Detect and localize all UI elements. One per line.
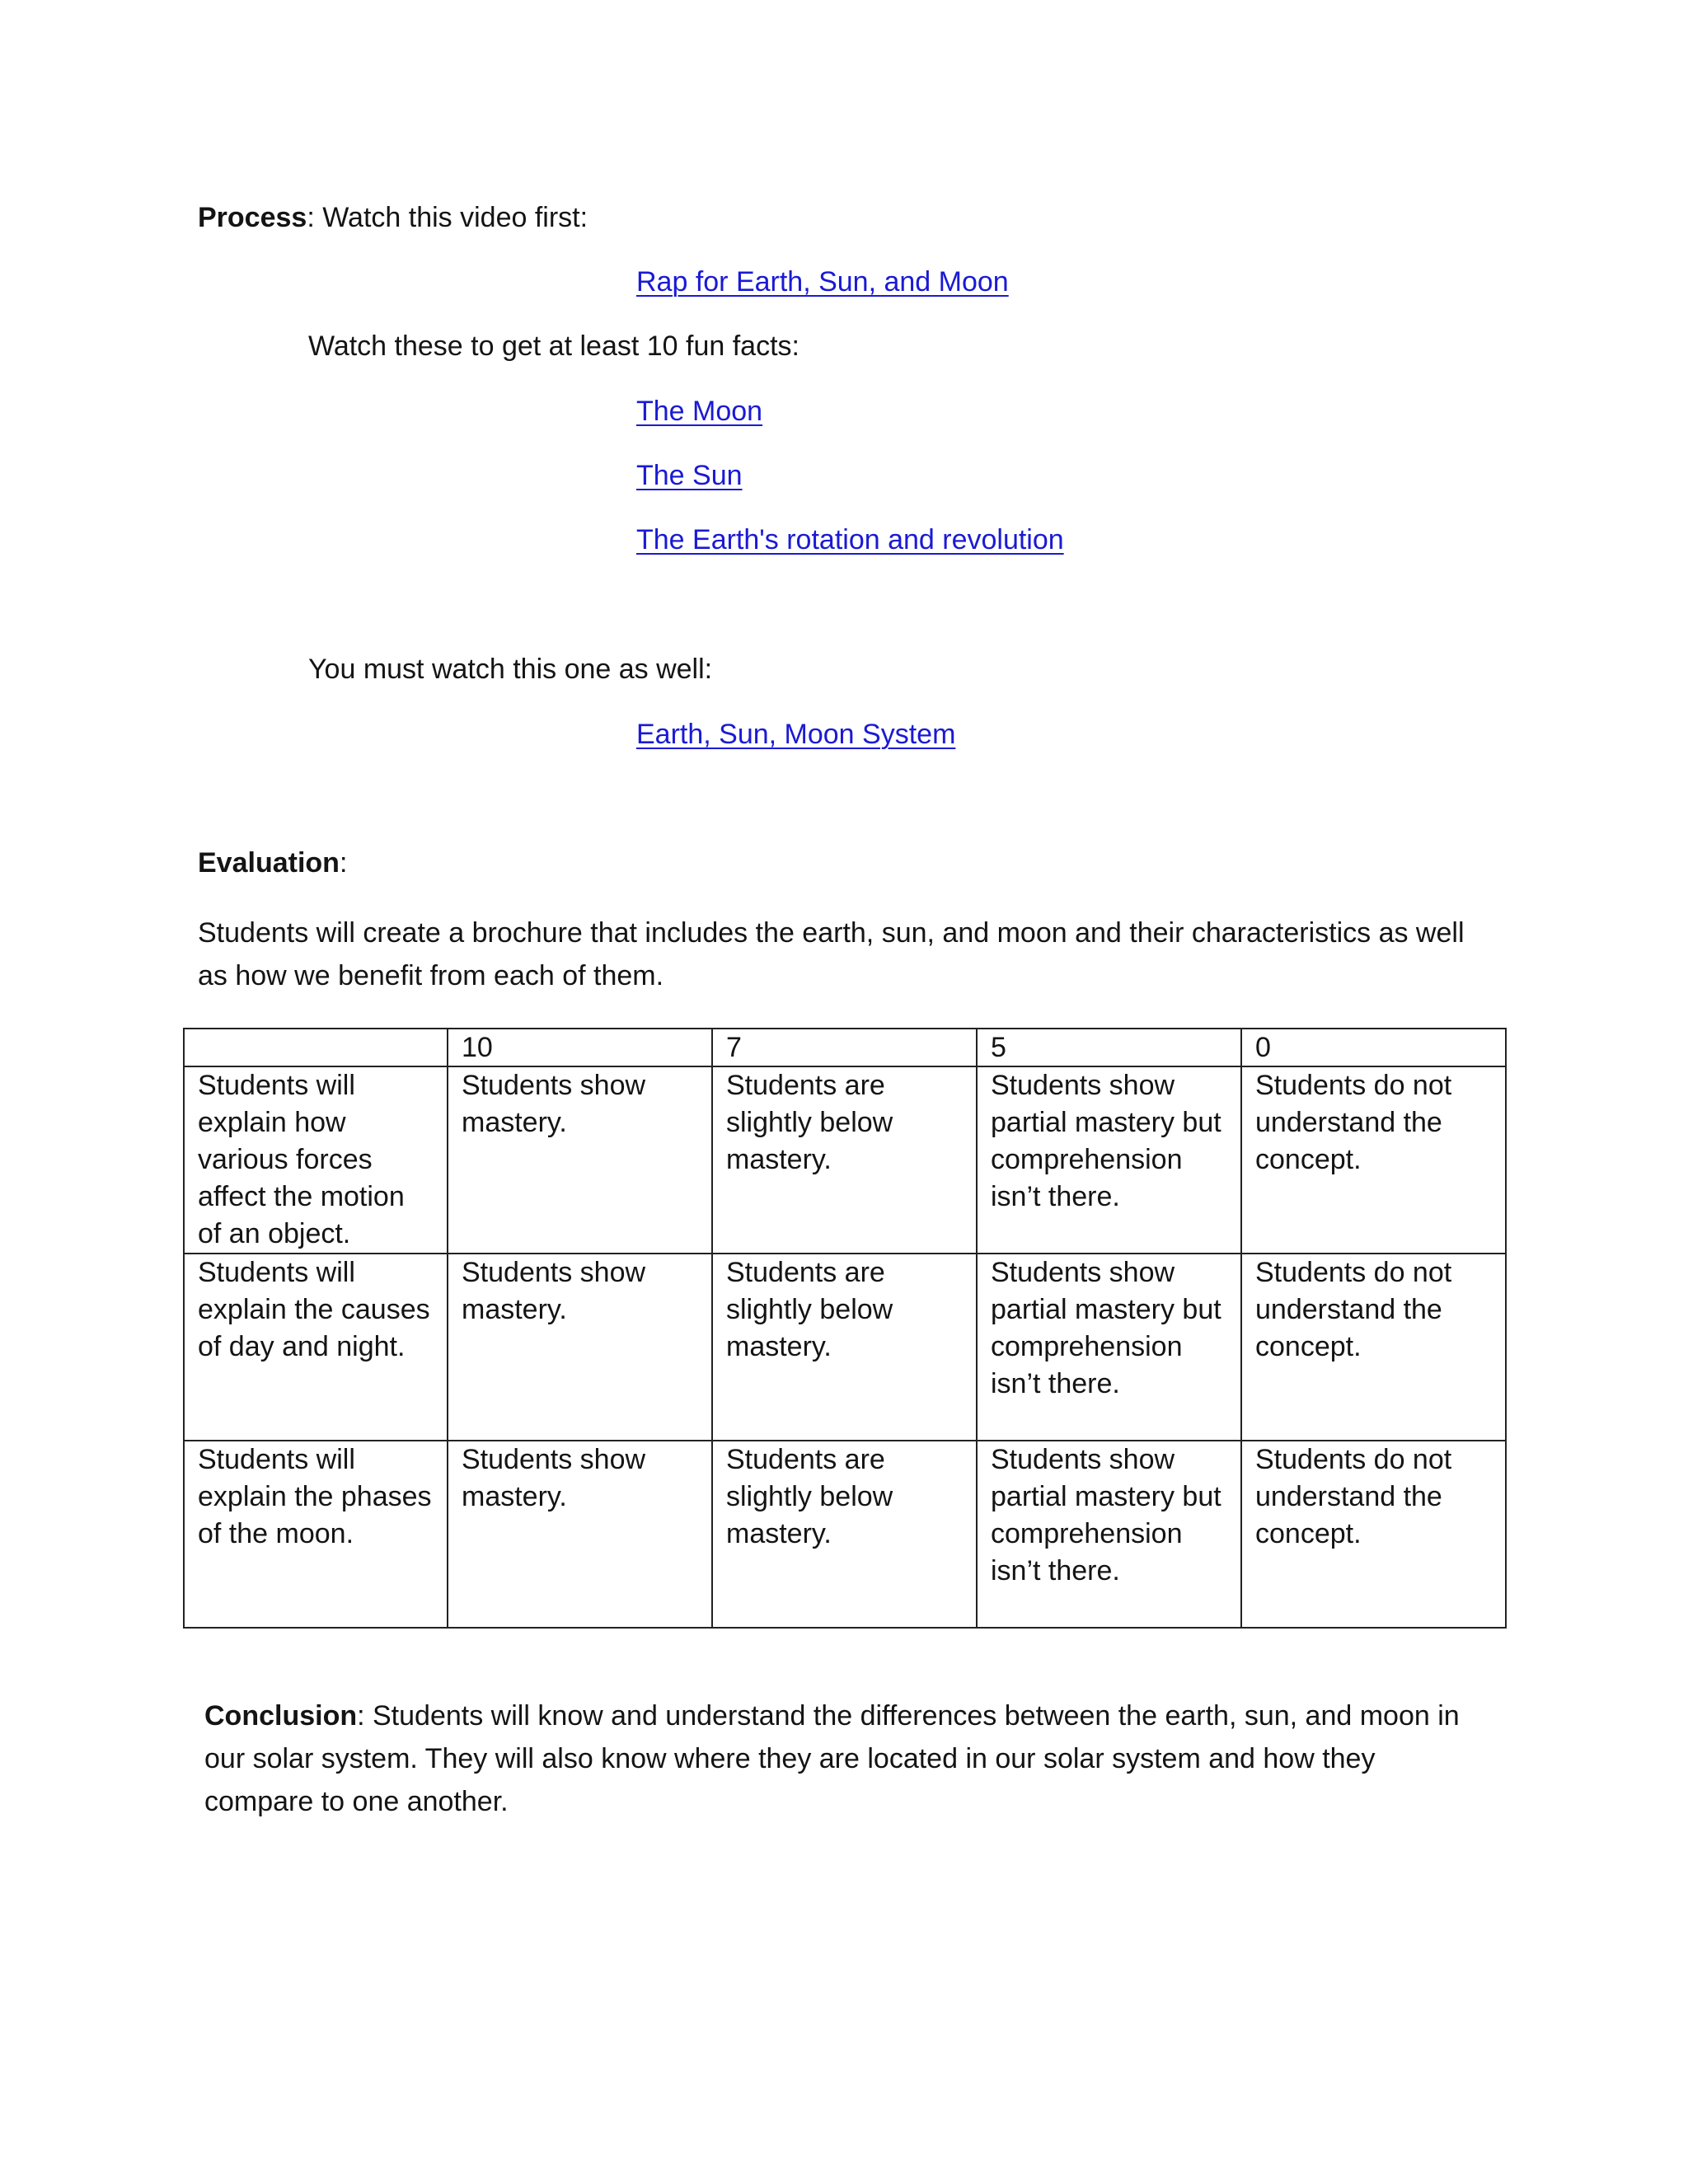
sun-video-line — [636, 459, 743, 492]
evaluation-description: Students will create a brochure that includes the earth, sun, and moon and their characteristics as well as how we benefit from each of them. — [198, 917, 1465, 991]
evaluation-colon: : — [339, 847, 348, 879]
rubric-cell: Students are slightly below mastery. — [712, 1441, 977, 1628]
process-text: : Watch this video first: — [307, 202, 588, 233]
rubric-cell: Students show mastery. — [448, 1441, 712, 1628]
conclusion-paragraph — [204, 1694, 1490, 1823]
conclusion-label: Conclusion — [204, 1700, 358, 1732]
evaluation-heading — [198, 846, 347, 879]
rubric-row-moon-phases — [184, 1441, 1506, 1628]
rubric-criterion-cell: Students will explain the phases of the moon. — [184, 1441, 448, 1628]
rubric-header-cell — [184, 1029, 448, 1066]
rubric-cell: Students show mastery. — [448, 1066, 712, 1254]
process-label: Process — [198, 202, 307, 233]
rubric-cell: Students do not understand the concept. — [1241, 1441, 1506, 1628]
sun-video-link[interactable]: The Sun — [636, 460, 743, 491]
rap-video-line — [636, 265, 1009, 298]
earth-video-line — [636, 523, 1064, 556]
evaluation-label: Evaluation — [198, 847, 340, 879]
system-video-link[interactable]: Earth, Sun, Moon System — [636, 719, 956, 750]
rubric-header-cell: 5 — [977, 1029, 1241, 1066]
rubric-header-cell: 0 — [1241, 1029, 1506, 1066]
rubric-cell: Students do not understand the concept. — [1241, 1066, 1506, 1254]
rubric-header-row — [184, 1029, 1506, 1066]
fun-facts-text: Watch these to get at least 10 fun facts: — [308, 330, 799, 362]
rubric-cell: Students show mastery. — [448, 1254, 712, 1441]
rubric-table — [183, 1028, 1507, 1629]
must-watch-text: You must watch this one as well: — [308, 654, 713, 685]
rubric-header-cell: 10 — [448, 1029, 712, 1066]
rubric-criterion-cell: Students will explain how various forces affect the motion of an object. — [184, 1066, 448, 1254]
moon-video-line — [636, 395, 762, 428]
rubric-header-cell: 7 — [712, 1029, 977, 1066]
moon-video-link[interactable]: The Moon — [636, 396, 763, 427]
rap-video-link[interactable]: Rap for Earth, Sun, and Moon — [636, 266, 1009, 298]
earth-video-link[interactable]: The Earth's rotation and revolution — [636, 524, 1064, 555]
rubric-cell: Students show partial mastery but comprehension isn’t there. — [977, 1254, 1241, 1441]
rubric-cell: Students are slightly below mastery. — [712, 1254, 977, 1441]
rubric-cell: Students show partial mastery but comprehension isn’t there. — [977, 1066, 1241, 1254]
rubric-criterion-cell: Students will explain the causes of day and night. — [184, 1254, 448, 1441]
rubric-row-day-night — [184, 1254, 1506, 1441]
process-line — [198, 201, 588, 234]
rubric-cell: Students do not understand the concept. — [1241, 1254, 1506, 1441]
rubric-cell: Students show partial mastery but comprehension isn’t there. — [977, 1441, 1241, 1628]
system-video-line — [636, 718, 955, 751]
rubric-cell: Students are slightly below mastery. — [712, 1066, 977, 1254]
rubric-row-forces — [184, 1066, 1506, 1254]
conclusion-text: : Students will know and understand the differences between the earth, sun, and moon in our solar system. They will also know where they are located in our solar system and how they compare to one another. — [204, 1700, 1460, 1817]
